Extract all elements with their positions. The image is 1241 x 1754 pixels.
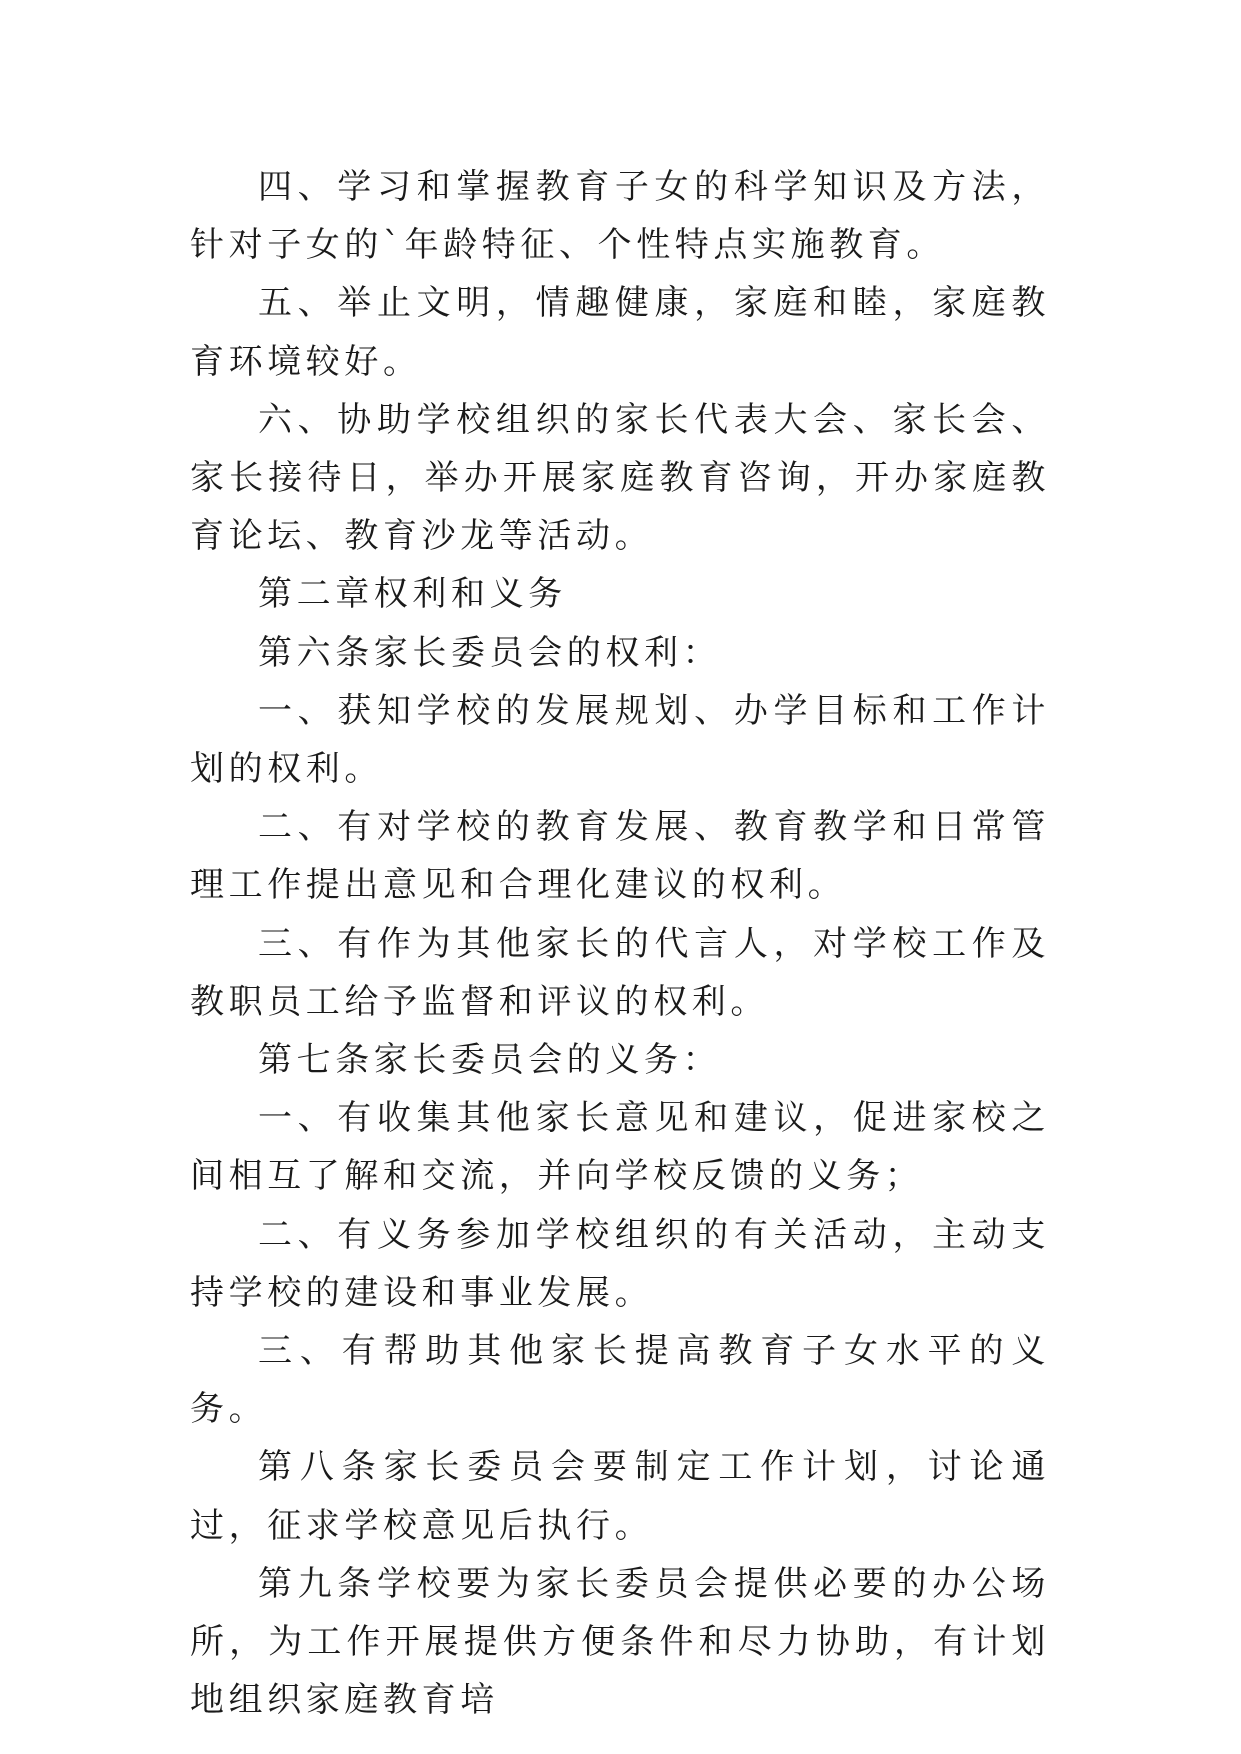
paragraph-item-6: 六、协助学校组织的家长代表大会、家长会、家长接待日，举办开展家庭教育咨询，开办家庭教育论坛、教育沙龙等活动。 xyxy=(190,399,1050,557)
paragraph-item-4: 四、学习和掌握教育子女的科学知识及方法，针对子女的`年龄特征、个性特点实施教育。 xyxy=(190,167,1050,266)
rights-item-3: 三、有作为其他家长的代言人，对学校工作及教职员工给予监督和评议的权利。 xyxy=(190,923,1050,1022)
duties-item-1: 一、有收集其他家长意见和建议，促进家校之间相互了解和交流，并向学校反馈的义务； xyxy=(190,1098,1050,1197)
rights-item-1: 一、获知学校的发展规划、办学目标和工作计划的权利。 xyxy=(190,690,1050,790)
document-body xyxy=(190,158,1050,1729)
paragraph-item-5: 五、举止文明，情趣健康，家庭和睦，家庭教育环境较好。 xyxy=(190,283,1050,382)
rights-item-2: 二、有对学校的教育发展、教育教学和日常管理工作提出意见和合理化建议的权利。 xyxy=(190,807,1050,906)
article-9: 第九条学校要为家长委员会提供必要的办公场所，为工作开展提供方便条件和尽力协助，有计划地组织家庭教育培 xyxy=(190,1563,1050,1721)
chapter-heading: 第二章权利和义务 xyxy=(258,574,567,615)
article-8: 第八条家长委员会要制定工作计划，讨论通过，征求学校意见后执行。 xyxy=(190,1447,1050,1546)
duties-item-2: 二、有义务参加学校组织的有关活动，主动支持学校的建设和事业发展。 xyxy=(190,1214,1050,1313)
duties-item-3: 三、有帮助其他家长提高教育子女水平的义务。 xyxy=(190,1331,1050,1430)
article-7-heading: 第七条家长委员会的义务： xyxy=(258,1040,722,1081)
article-6-heading: 第六条家长委员会的权利： xyxy=(258,632,722,673)
